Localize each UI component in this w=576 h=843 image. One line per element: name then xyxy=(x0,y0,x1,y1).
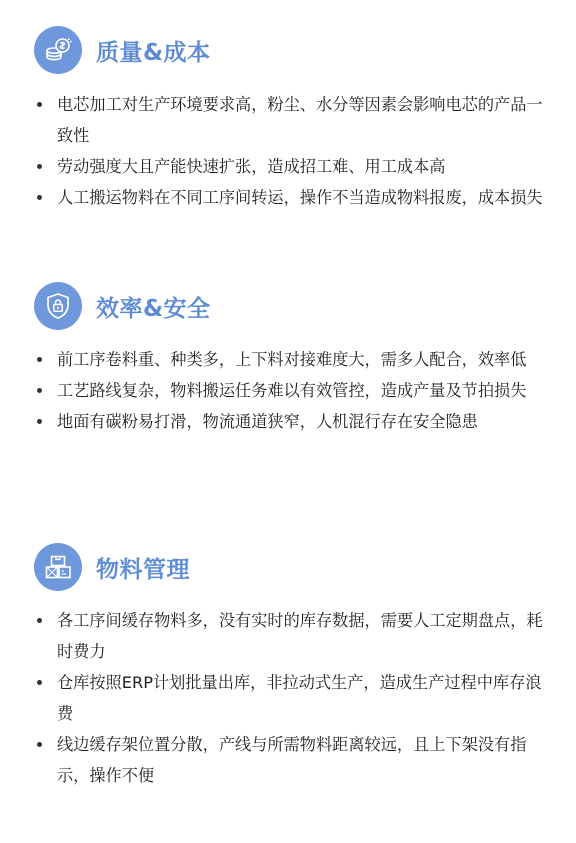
shield-lock-icon xyxy=(34,282,82,330)
list-item: 仓库按照ERP计划批量出库，非拉动式生产，造成生产过程中库存浪费 xyxy=(36,667,546,729)
list-item: 线边缓存架位置分散，产线与所需物料距离较远，且上下架没有指示，操作不便 xyxy=(36,729,546,791)
list-item: 工艺路线复杂，物料搬运任务难以有效管控，造成产量及节拍损失 xyxy=(36,375,546,406)
section-title: 物料管理 xyxy=(96,556,190,583)
bullet-list xyxy=(36,89,546,213)
list-item: 前工序卷料重、种类多，上下料对接难度大，需多人配合，效率低 xyxy=(36,344,546,375)
bullet-list xyxy=(36,605,546,791)
list-item: 人工搬运物料在不同工序间转运，操作不当造成物料报废，成本损失 xyxy=(36,182,546,213)
section-header xyxy=(34,25,211,75)
bullet-list xyxy=(36,344,546,437)
list-item: 各工序间缓存物料多，没有实时的库存数据，需要人工定期盘点，耗时费力 xyxy=(36,605,546,667)
section-header xyxy=(34,281,211,331)
boxes-icon xyxy=(34,543,82,591)
section-title: 效率&安全 xyxy=(96,295,211,322)
section-title: 质量&成本 xyxy=(96,39,211,66)
coins-icon xyxy=(34,26,82,74)
list-item: 电芯加工对生产环境要求高，粉尘、水分等因素会影响电芯的产品一致性 xyxy=(36,89,546,151)
list-item: 地面有碳粉易打滑，物流通道狭窄，人机混行存在安全隐患 xyxy=(36,406,546,437)
section-header xyxy=(34,542,190,592)
list-item: 劳动强度大且产能快速扩张，造成招工难、用工成本高 xyxy=(36,151,546,182)
